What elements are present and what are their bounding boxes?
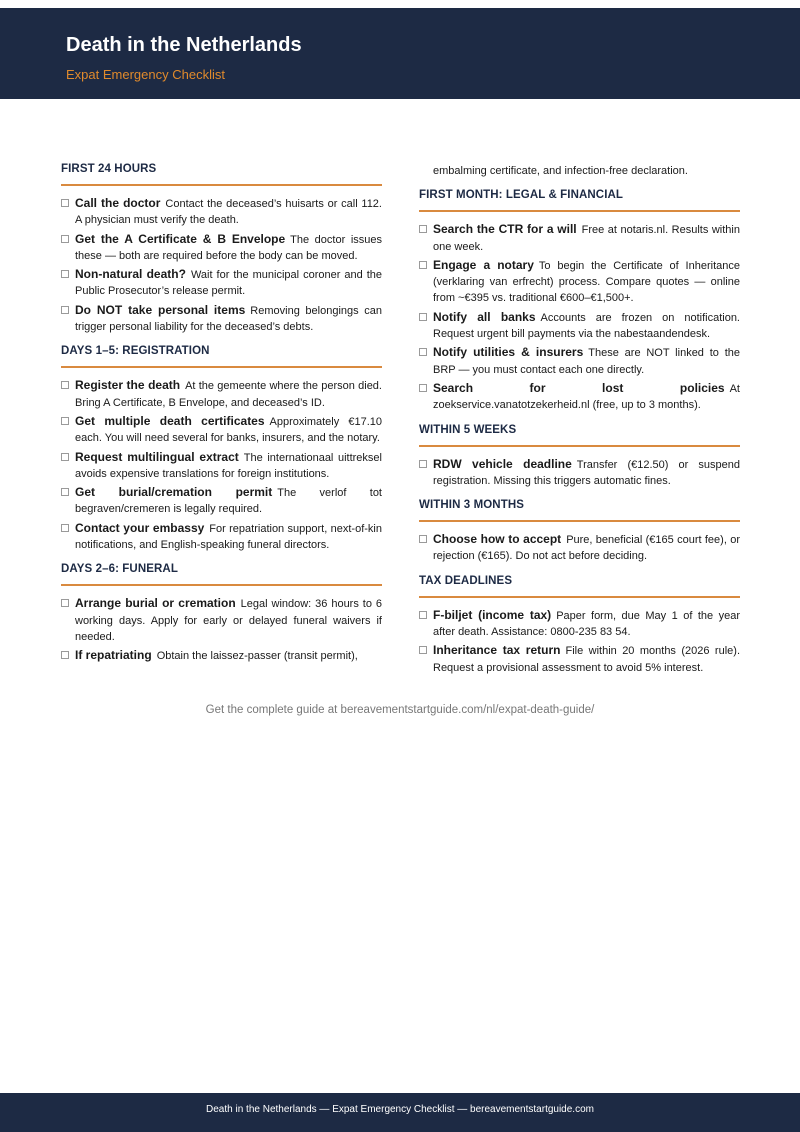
continued-text: embalming certificate, and infection-free declaration. xyxy=(433,165,688,177)
checklist-item xyxy=(61,266,382,300)
item-text: Paper form, due May 1 of the year after death. Assistance: 0800-235 83 54. xyxy=(433,609,741,639)
checkbox[interactable] xyxy=(419,535,427,543)
checklist-item xyxy=(61,484,382,518)
item-text: At the gemeente where the person died. Bring A Certificate, B Envelope, and deceased’s ID. xyxy=(75,380,382,409)
item-label: Engage a notary xyxy=(433,257,534,272)
item-text: Transfer (€12.50) or suspend registration. Missing this triggers automatic fines. xyxy=(433,458,740,487)
checklist-item xyxy=(61,195,382,229)
item-label: RDW vehicle deadline xyxy=(433,456,572,471)
checklist-item xyxy=(61,377,382,411)
item-text: Free at notaris.nl. Results within one week. xyxy=(433,224,740,253)
section-title: TAX DEADLINES xyxy=(419,575,740,598)
item-text: At zoekservice.vanatotzekerheid.nl (free, up to 3 months). xyxy=(433,382,740,412)
item-text: Approximately €17.10 each. You will need several for banks, insurers, and the notary. xyxy=(75,415,382,445)
section-title: WITHIN 5 WEEKS xyxy=(419,424,740,447)
checklist-item xyxy=(61,449,382,483)
footer-bar xyxy=(0,1093,800,1132)
guide-link[interactable]: Get the complete guide at bereavementstartguide.com/nl/expat-death-guide/ xyxy=(205,704,595,716)
checkbox[interactable] xyxy=(61,235,69,243)
page-subtitle: Expat Emergency Checklist xyxy=(66,67,225,82)
item-label: Search the CTR for a will xyxy=(433,222,577,237)
checklist-item xyxy=(419,607,740,641)
checkbox[interactable] xyxy=(61,488,69,496)
checklist-item xyxy=(419,456,740,490)
section-first-24-hours xyxy=(61,163,382,335)
item-text: The verlof tot begraven/cremeren is legally required. xyxy=(75,487,382,516)
checkbox[interactable] xyxy=(419,384,427,392)
item-text: Accounts are frozen on notification. Request urgent bill payments via the nabestaandendesk. xyxy=(433,311,740,341)
checklist-item xyxy=(61,595,382,645)
item-label: Get burial/cremation permit xyxy=(75,485,273,500)
item-text: These are NOT linked to the BRP — you must contact each one directly. xyxy=(433,347,740,376)
checklist-item xyxy=(419,309,740,343)
item-label: Request multilingual extract xyxy=(75,449,239,464)
checklist-item xyxy=(419,380,740,414)
item-label: Call the doctor xyxy=(75,196,161,210)
checklist-item xyxy=(61,520,382,554)
item-text: The internationaal uittreksel avoids expensive translations for foreign institutions. xyxy=(75,451,382,480)
checkbox[interactable] xyxy=(419,611,427,619)
item-text: Removing belongings can trigger personal liability for the deceased’s debts. xyxy=(75,304,382,334)
item-text: Legal window: 36 hours to 6 working days. Apply for early or delayed funeral waivers if needed. xyxy=(75,598,382,643)
section-legal-financial xyxy=(419,189,740,413)
section-funeral xyxy=(61,563,382,664)
item-text: Obtain the laissez-passer (transit permit), xyxy=(156,650,358,663)
checkbox[interactable] xyxy=(419,348,427,356)
item-label: Register the death xyxy=(75,378,181,393)
item-label: Contact your embassy xyxy=(75,520,205,535)
checklist-item xyxy=(419,642,740,676)
checkbox[interactable] xyxy=(61,199,69,207)
item-label: Do NOT take personal items xyxy=(75,302,246,317)
section-tax-deadlines xyxy=(419,575,740,676)
page-title: Death in the Netherlands xyxy=(66,34,302,56)
section-registration xyxy=(61,345,382,553)
item-label: If repatriating xyxy=(75,648,152,663)
section-title: WITHIN 3 MONTHS xyxy=(419,499,740,522)
item-label: Inheritance tax return xyxy=(433,643,561,658)
item-label: F-biljet (income tax) xyxy=(433,607,552,622)
checkbox[interactable] xyxy=(61,453,69,461)
item-label: Notify utilities & insurers xyxy=(433,345,584,360)
item-label: Get the A Certificate & B Envelope xyxy=(75,231,286,246)
checkbox[interactable] xyxy=(61,270,69,278)
checkbox[interactable] xyxy=(61,524,69,532)
checkbox[interactable] xyxy=(419,313,427,321)
checklist-item xyxy=(419,221,740,255)
checkbox[interactable] xyxy=(61,599,69,607)
item-label: Get multiple death certificates xyxy=(75,413,265,428)
checkbox[interactable] xyxy=(419,646,427,654)
item-text: Wait for the municipal coroner and the Public Prosecutor’s release permit. xyxy=(75,269,382,298)
section-within-5-weeks xyxy=(419,424,740,490)
section-title: FIRST 24 HOURS xyxy=(61,163,382,186)
section-title: FIRST MONTH: LEGAL & FINANCIAL xyxy=(419,189,740,212)
header-banner xyxy=(0,8,800,99)
checkbox[interactable] xyxy=(419,225,427,233)
item-text: The doctor issues these — both are required before the body can be moved. xyxy=(75,233,382,262)
item-label: Search for lost policies xyxy=(433,380,725,395)
checkbox[interactable] xyxy=(419,261,427,269)
right-column xyxy=(419,163,740,678)
item-label: Arrange burial or cremation xyxy=(75,596,236,611)
checkbox[interactable] xyxy=(61,417,69,425)
checkbox[interactable] xyxy=(61,381,69,389)
checklist-item xyxy=(61,647,382,664)
checklist-item xyxy=(419,257,740,307)
item-text: File within 20 months (2026 rule). Request a provisional assessment to avoid 5% interest. xyxy=(433,645,740,674)
checkbox[interactable] xyxy=(61,306,69,314)
section-within-3-months xyxy=(419,499,740,565)
checkbox[interactable] xyxy=(61,651,69,659)
checkbox[interactable] xyxy=(419,460,427,468)
left-column xyxy=(61,163,382,667)
section-title: DAYS 2–6: FUNERAL xyxy=(61,563,382,586)
item-label: Non-natural death? xyxy=(75,267,186,282)
checklist-item xyxy=(61,302,382,336)
item-text: Pure, beneficial (€165 court fee), or rejection (€165). Do not act before deciding. xyxy=(433,534,740,563)
checklist-item xyxy=(419,531,740,565)
item-text: Contact the deceased’s huisarts or call 112. A physician must verify the death. xyxy=(75,198,382,227)
item-text: For repatriation support, next-of-kin notifications, and English-speaking funeral directors. xyxy=(75,522,382,552)
section-title: DAYS 1–5: REGISTRATION xyxy=(61,345,382,368)
checklist-item xyxy=(61,413,382,447)
footer-text: Death in the Netherlands — Expat Emergency Checklist — bereavementstartguide.com xyxy=(206,1104,594,1115)
item-label: Choose how to accept xyxy=(433,532,562,547)
checklist-item xyxy=(419,344,740,378)
item-text: To begin the Certificate of Inheritance (verklaring van erfrecht) process. Compare quotes — online from ~€395 vs. traditional €600–€1,500+. xyxy=(433,259,740,305)
item-label: Notify all banks xyxy=(433,309,536,324)
checklist-item xyxy=(61,231,382,265)
